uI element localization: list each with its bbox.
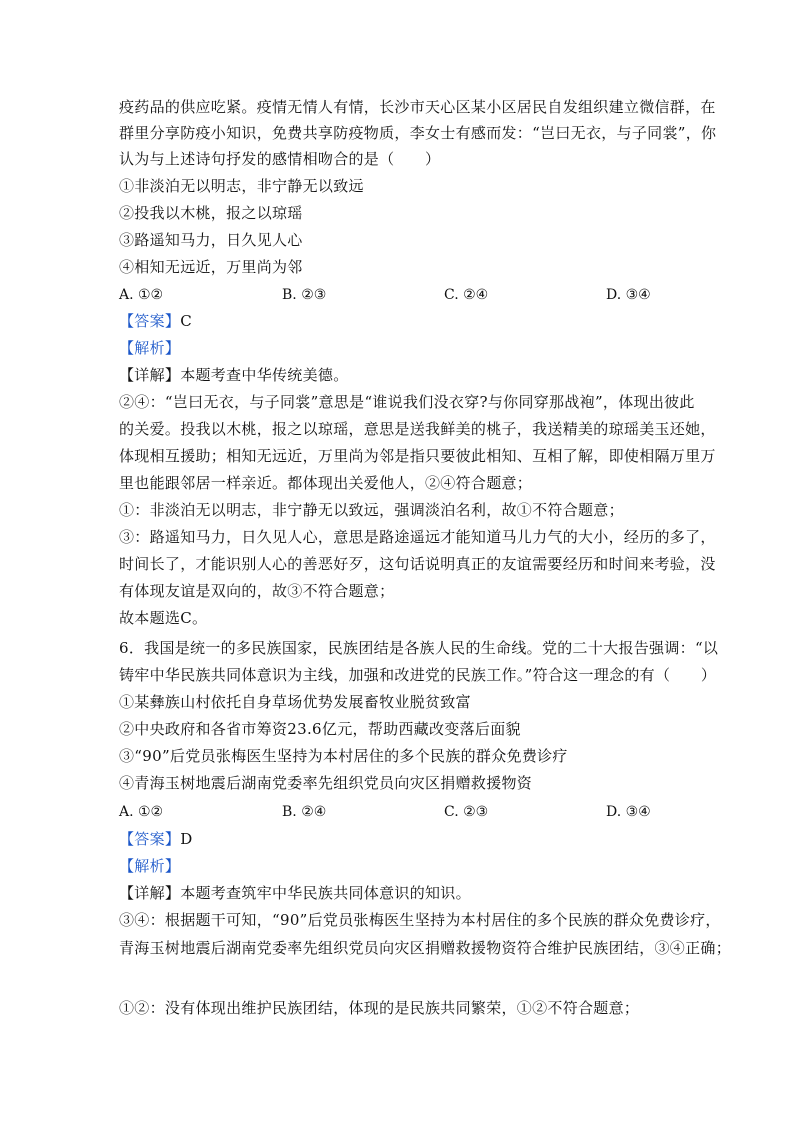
q6-analysis-row (119, 855, 679, 877)
q5-detail-row-1 (119, 364, 679, 386)
q5-answer-row (119, 310, 679, 332)
q5-analysis-row (119, 337, 679, 359)
q6-detail-line-2: ③④：根据题干可知，“90”后党员张梅医生坚持为本村居住的多个民族的群众免费诊疗， (119, 911, 721, 929)
q5-analysis-tag: 【解析】 (119, 339, 181, 357)
q5-detail-line-5: 里也能跟邻居一样亲近。都体现出关爱他人，②④符合题意； (119, 474, 533, 492)
q6-item-4: ④青海玉树地震后湖南党委率先组织党员向灾区捐赠救援物资 (119, 774, 533, 792)
q5-item-4: ④相知无远近，万里尚为邻 (119, 258, 303, 276)
q6-detail-line-1: 本题考查筑牢中华民族共同体意识的知识。 (180, 884, 471, 902)
q5-option-c: C. ②④ (444, 287, 489, 303)
q6-options (119, 801, 679, 823)
q5-detail-line-8: 时间长了，才能识别人心的善恶好歹，这句话说明真正的友谊需要经历和时间来考验，没 (119, 555, 716, 573)
q6-option-b: B. ②④ (282, 804, 327, 820)
q6-answer-value: D (180, 830, 193, 848)
q5-detail-line-10: 故本题选C。 (119, 609, 208, 627)
q5-item-2: ②投我以木桃，报之以琼瑶 (119, 204, 303, 222)
q6-item-3: ③“90”后党员张梅医生坚持为本村居住的多个民族的群众免费诊疗 (119, 747, 568, 765)
q5-item-1: ①非淡泊无以明志，非宁静无以致远 (119, 177, 364, 195)
q5-detail-line-3: 的关爱。投我以木桃，报之以琼瑶，意思是送我鲜美的桃子，我送精美的琼瑶美玉还她， (119, 420, 716, 438)
q5-options (119, 284, 679, 306)
q6-item-2: ②中央政府和各省市筹资23.6亿元，帮助西藏改变落后面貌 (119, 720, 521, 738)
q5-option-a: A. ①② (119, 287, 164, 303)
q5-detail-line-7: ③：路遥知马力，日久见人心，意思是路途遥远才能知道马儿力气的大小，经历的多了， (119, 528, 716, 546)
q6-detail-line-4: ①②：没有体现出维护民族团结，体现的是民族共同繁荣，①②不符合题意； (119, 999, 640, 1017)
q5-answer-value: C (180, 312, 192, 330)
q5-stem-line-3: 认为与上述诗句抒发的感情相吻合的是（ ） (119, 150, 441, 168)
q5-detail-line-9: 有体现友谊是双向的，故③不符合题意； (119, 582, 395, 600)
q6-analysis-tag: 【解析】 (119, 857, 181, 875)
q6-option-d: D. ③④ (606, 804, 651, 820)
q5-option-b: B. ②③ (282, 287, 327, 303)
q5-option-d: D. ③④ (606, 287, 651, 303)
q6-detail-row-1 (119, 882, 679, 904)
q6-item-1: ①某彝族山村依托自身草场优势发展畜牧业脱贫致富 (119, 693, 471, 711)
q5-answer-tag: 【答案】 (119, 312, 181, 330)
q5-stem-line-1: 疫药品的供应吃紧。疫情无情人有情，长沙市天心区某小区居民自发组织建立微信群，在 (119, 98, 716, 116)
q6-detail-tag: 【详解】 (119, 884, 181, 902)
q5-detail-line-2: ②④：“岂曰无衣，与子同裳”意思是“谁说我们没衣穿?与你同穿那战袍”，体现出彼此 (119, 393, 695, 411)
q5-detail-line-6: ①：非淡泊无以明志，非宁静无以致远，强调淡泊名利，故①不符合题意； (119, 501, 624, 519)
q5-detail-line-1: 本题考查中华传统美德。 (180, 366, 349, 384)
q5-detail-tag: 【详解】 (119, 366, 181, 384)
q5-item-3: ③路遥知马力，日久见人心 (119, 231, 303, 249)
q6-stem-line-2: 铸牢中华民族共同体意识为主线，加强和改进党的民族工作。”符合这一理念的有（ ） (119, 666, 717, 684)
q6-option-a: A. ①② (119, 804, 164, 820)
q6-stem-line-1: 6．我国是统一的多民族国家，民族团结是各族人民的生命线。党的二十大报告强调：“以 (119, 639, 719, 657)
q5-stem-line-2: 群里分享防疫小知识，免费共享防疫物质，李女士有感而发：“岂曰无衣，与子同裳”，你 (119, 124, 717, 142)
q6-answer-row (119, 828, 679, 850)
q6-answer-tag: 【答案】 (119, 830, 181, 848)
q5-detail-line-4: 体现相互援助；相知无远近，万里尚为邻是指只要彼此相知、互相了解，即使相隔万里万 (119, 447, 716, 465)
q6-option-c: C. ②③ (444, 804, 489, 820)
q6-detail-line-3: 青海玉树地震后湖南党委率先组织党员向灾区捐赠救援物资符合维护民族团结，③④正确； (119, 939, 732, 957)
